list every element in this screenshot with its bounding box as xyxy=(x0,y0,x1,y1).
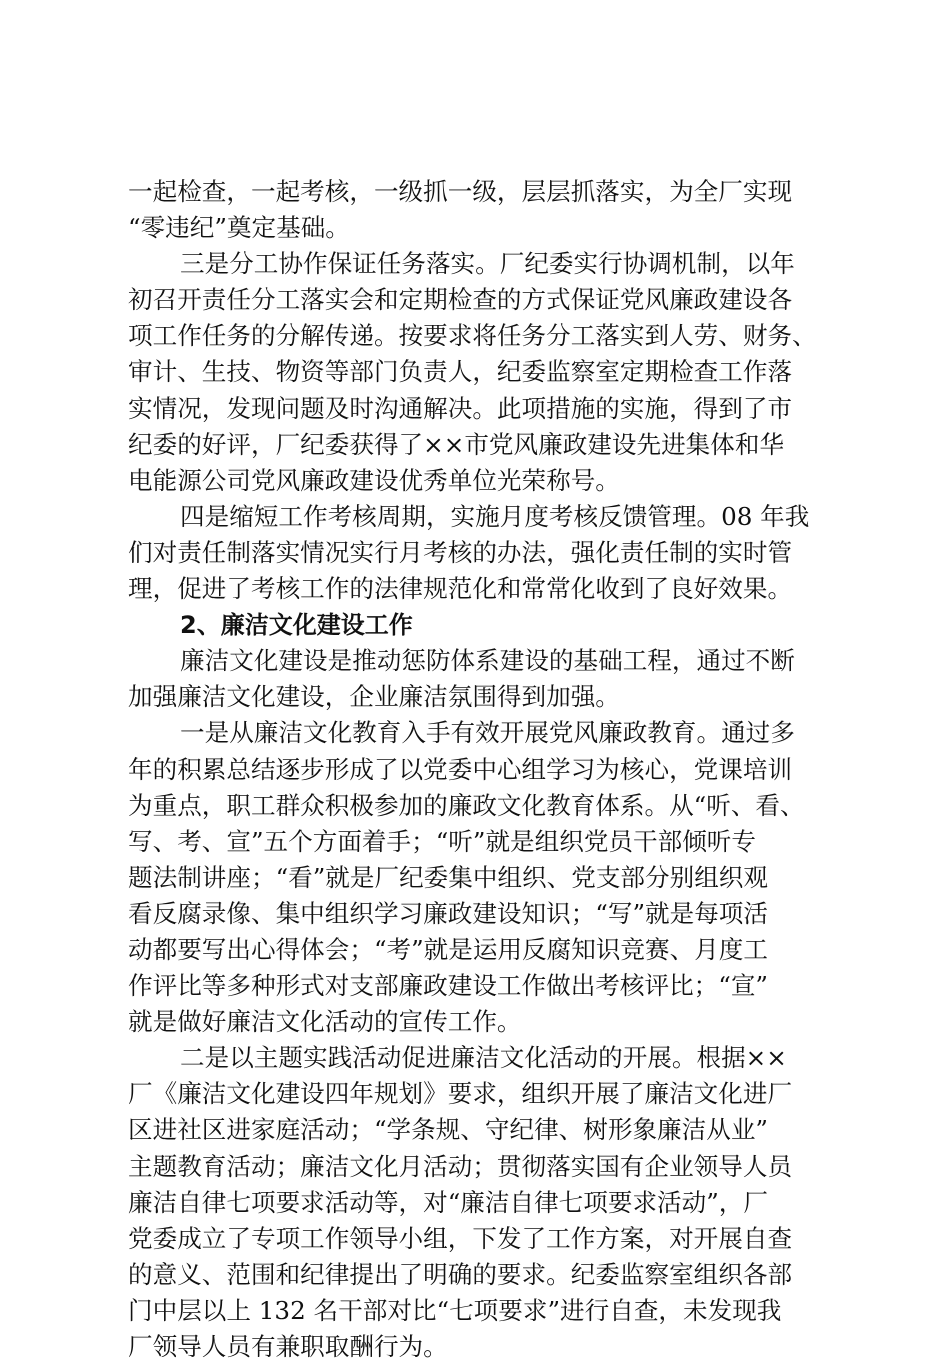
text-line: 加强廉洁文化建设，企业廉洁氛围得到加强。 xyxy=(128,682,620,712)
text-line: 三是分工协作保证任务落实。厂纪委实行协调机制，以年 xyxy=(180,249,795,279)
text-line: 主题教育活动；廉洁文化月活动；贯彻落实国有企业领导人员 xyxy=(128,1151,793,1181)
text-line: 门中层以上 132 名干部对比“七项要求”进行自查，未发现我 xyxy=(128,1295,782,1325)
text-line: 为重点，职工群众积极参加的廉政文化教育体系。从“听、看、 xyxy=(128,790,805,820)
text-line: 一起检查，一起考核，一级抓一级，层层抓落实，为全厂实现 xyxy=(128,177,793,206)
text-line: 作评比等多种形式对支部廉政建设工作做出考核评比；“宣” xyxy=(128,971,768,1001)
text-line: 写、考、宣”五个方面着手；“听”就是组织党员干部倾听专 xyxy=(128,826,756,856)
text-line: 题法制讲座；“看”就是厂纪委集中组织、党支部分别组织观 xyxy=(128,862,768,892)
text-line: 二是以主题实践活动促进廉洁文化活动的开展。根据×× xyxy=(180,1043,787,1073)
text-line: 就是做好廉洁文化活动的宣传工作。 xyxy=(128,1007,522,1037)
text-line: 廉洁文化建设是推动惩防体系建设的基础工程，通过不断 xyxy=(180,646,795,676)
text-line: 电能源公司党风廉政建设优秀单位光荣称号。 xyxy=(128,465,620,495)
text-line: 廉洁自律七项要求活动等，对“廉洁自律七项要求活动”，厂 xyxy=(128,1187,768,1217)
section-heading: 2、廉洁文化建设工作 xyxy=(180,611,413,640)
text-line: 动都要写出心得体会；“考”就是运用反腐知识竞赛、月度工 xyxy=(128,934,768,964)
text-line: 初召开责任分工落实会和定期检查的方式保证党风廉政建设各 xyxy=(128,285,793,315)
text-line: 理，促进了考核工作的法律规范化和常常化收到了良好效果。 xyxy=(128,574,793,604)
text-line: 年的积累总结逐步形成了以党委中心组学习为核心，党课培训 xyxy=(128,754,793,784)
text-line: 项工作任务的分解传递。按要求将任务分工落实到人劳、财务、 xyxy=(128,321,817,351)
text-line: 的意义、范围和纪律提出了明确的要求。纪委监察室组织各部 xyxy=(128,1259,793,1289)
document-body xyxy=(128,174,840,1365)
text-line: 四是缩短工作考核周期，实施月度考核反馈管理。08 年我 xyxy=(180,501,810,531)
text-line: 纪委的好评，厂纪委获得了××市党风廉政建设先进集体和华 xyxy=(128,429,785,459)
text-line: 党委成立了专项工作领导小组，下发了工作方案，对开展自查 xyxy=(128,1223,793,1253)
text-line: “零违纪”奠定基础。 xyxy=(128,213,350,243)
text-line: 厂《廉洁文化建设四年规划》要求，组织开展了廉洁文化进厂 xyxy=(128,1079,793,1109)
text-line: 厂领导人员有兼职取酬行为。 xyxy=(128,1332,448,1361)
text-line: 一是从廉洁文化教育入手有效开展党风廉政教育。通过多 xyxy=(180,718,795,748)
text-line: 审计、生技、物资等部门负责人，纪委监察室定期检查工作落 xyxy=(128,357,793,387)
text-line: 们对责任制落实情况实行月考核的办法，强化责任制的实时管 xyxy=(128,537,793,567)
text-line: 实情况，发现问题及时沟通解决。此项措施的实施，得到了市 xyxy=(128,393,793,423)
text-line: 看反腐录像、集中组织学习廉政建设知识；“写”就是每项活 xyxy=(128,898,768,928)
text-line: 区进社区进家庭活动；“学条规、守纪律、树形象廉洁从业” xyxy=(128,1115,768,1145)
